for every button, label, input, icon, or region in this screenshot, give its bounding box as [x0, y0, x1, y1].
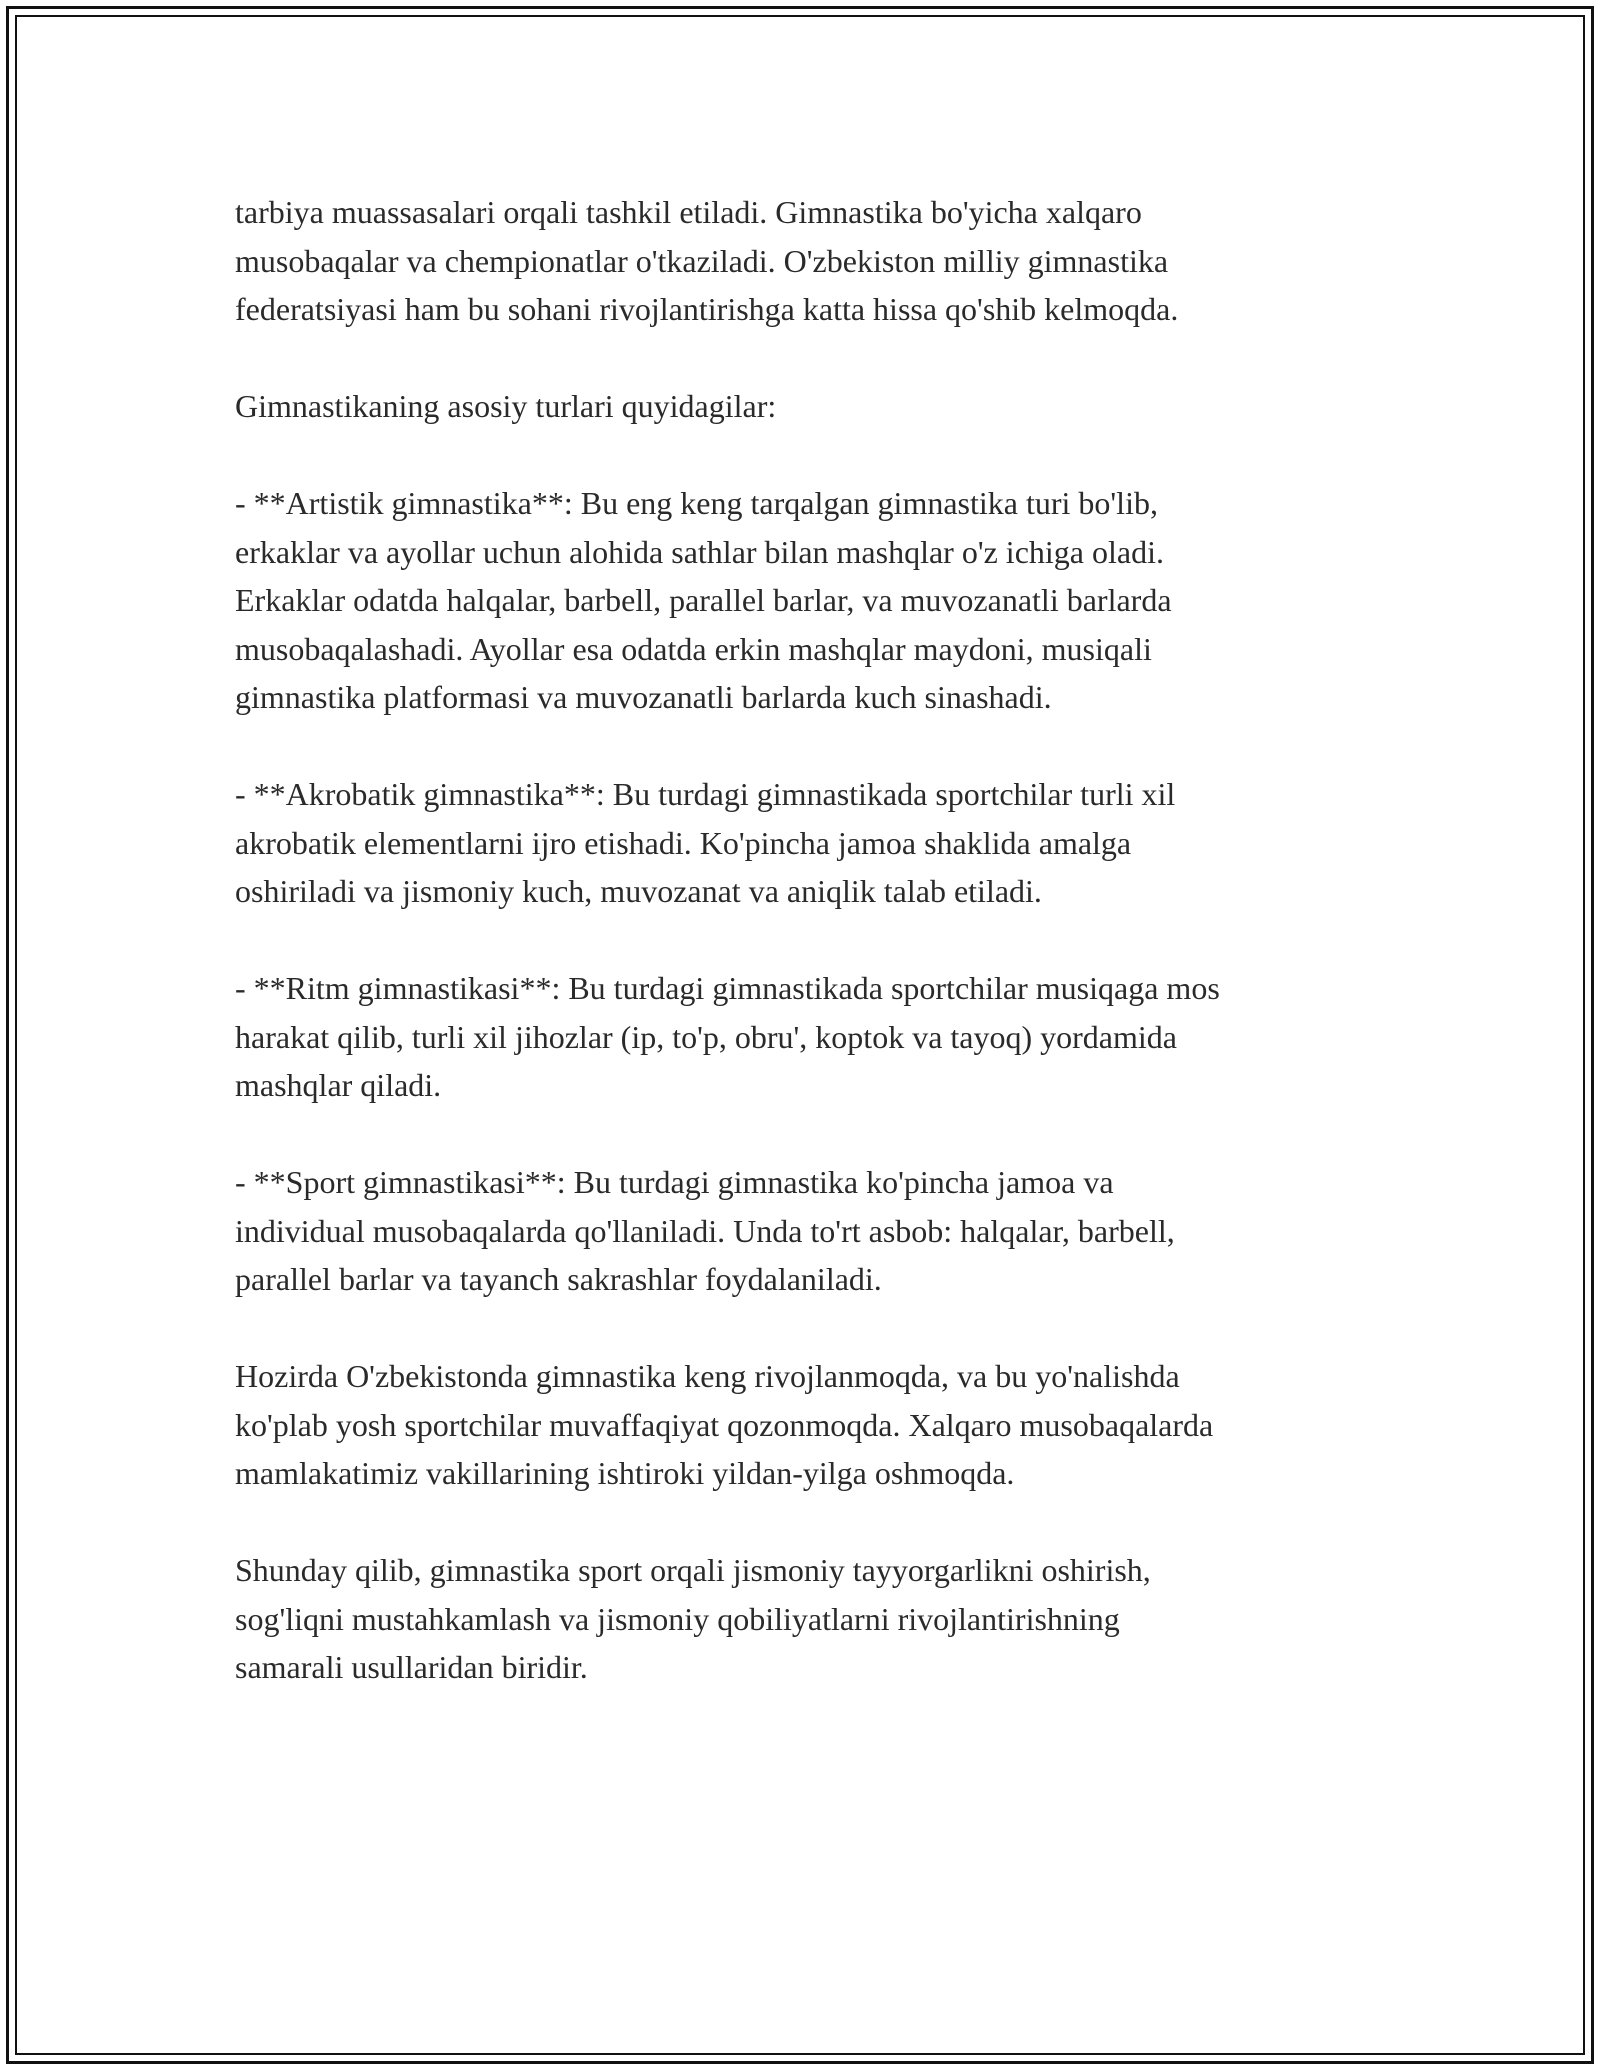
paragraph-intro-continued: tarbiya muassasalari orqali tashkil etiladi. Gimnastika bo'yicha xalqaro musobaqalar va chempionatlar o'tkaziladi. O'zbekiston milliy gimnastika federatsiyasi ham bu sohani rivojlantirishga katta hissa qo'shib kelmoqda.	[235, 194, 1179, 327]
paragraph-current-state: Hozirda O'zbekistonda gimnastika keng rivojlanmoqda, va bu yo'nalishda ko'plab yosh sportchilar muvaffaqiyat qozonmoqda. Xalqaro musobaqalarda mamlakatimiz vakillarining ishtiroki yildan-yilga oshmoqda.	[235, 1358, 1214, 1491]
paragraph-conclusion: Shunday qilib, gimnastika sport orqali jismoniy tayyorgarlikni oshirish, sog'liqni mustahkamlash va jismoniy qobiliyatlarni rivojlantirishning samarali usullaridan biridir.	[235, 1552, 1151, 1685]
document-body	[235, 188, 1385, 1692]
list-item-rhythmic-gymnastics: - **Ritm gimnastikasi**: Bu turdagi gimnastikada sportchilar musiqaga mos harakat qilib, turli xil jihozlar (ip, to'p, obru', koptok va tayoq) yordamida mashqlar qiladi.	[235, 970, 1220, 1103]
list-item-sport-gymnastics: - **Sport gimnastikasi**: Bu turdagi gimnastika ko'pincha jamoa va individual musobaqalarda qo'llaniladi. Unda to'rt asbob: halqalar, barbell, parallel barlar va tayanch sakrashlar foydalaniladi.	[235, 1164, 1175, 1297]
list-item-acrobatic-gymnastics: - **Akrobatik gimnastika**: Bu turdagi gimnastikada sportchilar turli xil akrobatik elementlarni ijro etishadi. Ko'pincha jamoa shaklida amalga oshiriladi va jismoniy kuch, muvozanat va aniqlik talab etiladi.	[235, 776, 1176, 909]
list-item-artistic-gymnastics: - **Artistik gimnastika**: Bu eng keng tarqalgan gimnastika turi bo'lib, erkaklar va ayollar uchun alohida sathlar bilan mashqlar o'z ichiga oladi. Erkaklar odatda halqalar, barbell, parallel barlar, va muvozanatli barlarda musobaqalashadi. Ayollar esa odatda erkin mashqlar maydoni, musiqali gimnastika platformasi va muvozanatli barlarda kuch sinashadi.	[235, 485, 1172, 715]
paragraph-types-heading: Gimnastikaning asosiy turlari quyidagilar:	[235, 388, 777, 424]
